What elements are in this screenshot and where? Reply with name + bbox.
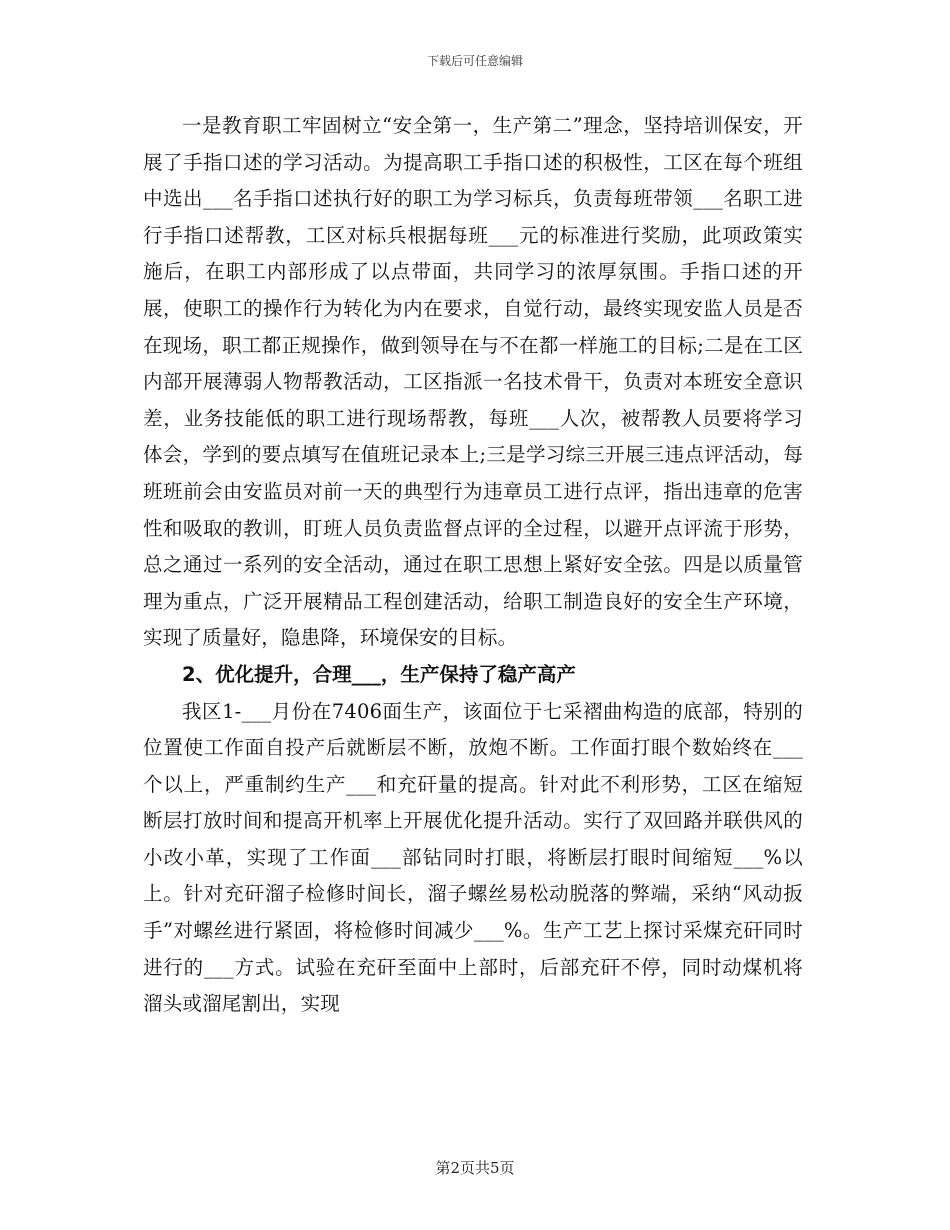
page-number: 第2页共5页	[435, 1159, 515, 1177]
body-paragraph-2: 我区1-___月份在7406面生产，该面位于七采褶曲构造的底部，特别的位置使工作面自投产后就断层不断，放炮不断。工作面打眼个数始终在___个以上，严重制约生产___和充矸量的提高。针对此不利形势，工区在缩短断层打放时间和提高开机率上开展优化提升活动。实行了双回路并联供风的小改小革，实现了工作面___部钻同时打眼，将断层打眼时间缩短___%以上。针对充矸溜子检修时间长，溜子螺丝易松动脱落的弊端，采纳“风动扳手”对螺丝进行紧固，将检修时间减少___%。生产工艺上探讨采煤充矸同时进行的___方式。试验在充矸至面中上部时，后部充矸不停，同时动煤机将溜头或溜尾割出，实现	[143, 699, 803, 1016]
page-header: 下载后可任意编辑	[426, 54, 523, 68]
section-heading-2: 2、优化提升，合理___，生产保持了稳产高产	[182, 662, 576, 686]
body-paragraph-1: 一是教育职工牢固树立“安全第一，生产第二”理念，坚持培训保安，开展了手指口述的学习活动。为提高职工手指口述的积极性，工区在每个班组中选出___名手指口述执行好的职工为学习标兵，负责每班带领___名职工进行手指口述帮教，工区对标兵根据每班___元的标准进行奖励，此项政策实施后，在职工内部形成了以点带面，共同学习的浓厚氛围。手指口述的开展，使职工的操作行为转化为内在要求，自觉行动，最终实现安监人员是否在现场，职工都正规操作，做到领导在与不在都一样施工的目标;二是在工区内部开展薄弱人物帮教活动，工区指派一名技术骨干，负责对本班安全意识差，业务技能低的职工进行现场帮教，每班___人次，被帮教人员要将学习体会，学到的要点填写在值班记录本上;三是学习综三开展三违点评活动，每班班前会由安监员对前一天的典型行为违章员工进行点评，指出违章的危害性和吸取的教训，盯班人员负责监督点评的全过程，以避开点评流于形势，总之通过一系列的安全活动，通过在职工思想上紧好安全弦。四是以质量管理为重点，广泛开展精品工程创建活动，给职工制造良好的安全生产环境，实现了质量好，隐患降，环境保安的目标。	[143, 114, 803, 650]
document-body	[143, 108, 803, 1023]
